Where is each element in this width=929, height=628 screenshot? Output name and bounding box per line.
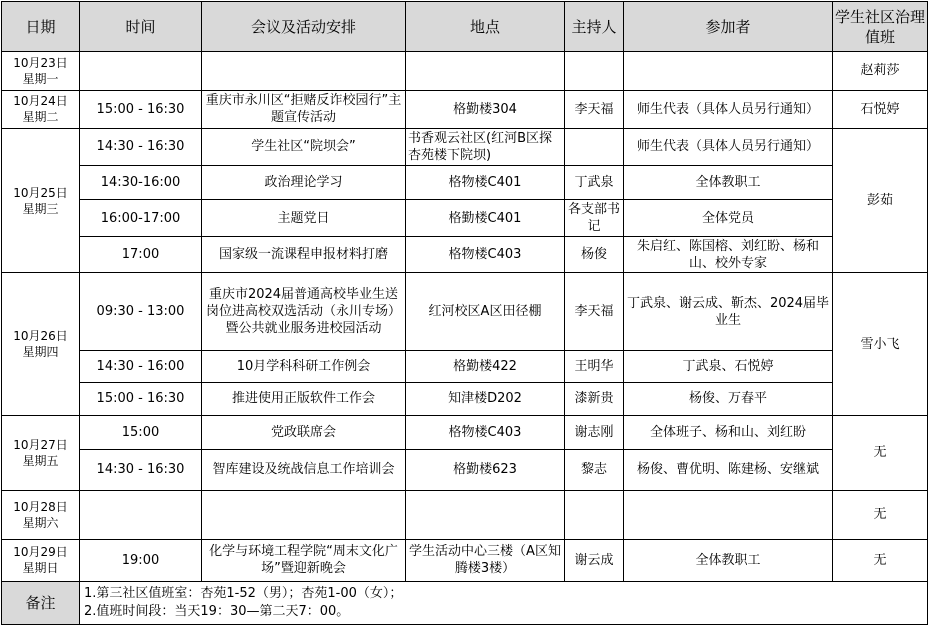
date-cell: 10月25日 星期三 [2, 129, 80, 273]
attendees-cell: 杨俊、曹优明、陈建杨、安继斌 [624, 450, 833, 491]
host-cell: 王明华 [565, 350, 624, 383]
place-cell [406, 490, 565, 539]
event-cell: 学生社区“院坝会” [202, 129, 406, 166]
schedule-table [1, 1, 928, 625]
duty-cell: 彭茹 [833, 129, 928, 273]
event-cell: 政治理论学习 [202, 165, 406, 200]
table-row [2, 52, 928, 91]
duty-cell: 无 [833, 490, 928, 539]
duty-cell: 石悦婷 [833, 90, 928, 129]
duty-cell: 赵莉莎 [833, 52, 928, 91]
date-cell: 10月23日 星期一 [2, 52, 80, 91]
time-cell: 14:30 - 16:30 [80, 450, 202, 491]
notes-content [80, 582, 928, 625]
header-event: 会议及活动安排 [202, 2, 406, 52]
place-cell [406, 52, 565, 91]
time-cell: 09:30 - 13:00 [80, 273, 202, 350]
time-cell [80, 490, 202, 539]
host-cell: 李天福 [565, 273, 624, 350]
time-cell: 15:00 - 16:30 [80, 90, 202, 129]
host-cell: 李天福 [565, 90, 624, 129]
table-row [2, 273, 928, 350]
place-cell: 格物楼C401 [406, 165, 565, 200]
host-cell: 漆新贵 [565, 383, 624, 416]
host-cell: 谢志刚 [565, 415, 624, 450]
event-cell: 10月学科科研工作例会 [202, 350, 406, 383]
time-cell: 19:00 [80, 539, 202, 582]
notes-label: 备注 [2, 582, 80, 625]
host-cell: 杨俊 [565, 236, 624, 273]
table-row [2, 165, 928, 200]
attendees-cell: 师生代表（具体人员另行通知） [624, 90, 833, 129]
event-cell: 国家级一流课程申报材料打磨 [202, 236, 406, 273]
table-row [2, 383, 928, 416]
attendees-cell: 全体教职工 [624, 539, 833, 582]
host-cell: 黎志 [565, 450, 624, 491]
host-cell: 丁武泉 [565, 165, 624, 200]
event-cell: 智库建设及统战信息工作培训会 [202, 450, 406, 491]
duty-cell: 无 [833, 415, 928, 490]
date-cell: 10月26日 星期四 [2, 273, 80, 415]
time-cell: 15:00 - 16:30 [80, 383, 202, 416]
notes-line-2: 2.值班时间段：当天19：30—第二天7：00。 [84, 604, 350, 620]
duty-cell: 雪小飞 [833, 273, 928, 415]
time-cell: 16:00-17:00 [80, 200, 202, 237]
attendees-cell [624, 52, 833, 91]
header-host: 主持人 [565, 2, 624, 52]
date-cell: 10月28日 星期六 [2, 490, 80, 539]
event-cell: 推进使用正版软件工作会 [202, 383, 406, 416]
date-cell: 10月24日 星期二 [2, 90, 80, 129]
event-cell [202, 52, 406, 91]
host-cell [565, 52, 624, 91]
event-cell [202, 490, 406, 539]
host-cell [565, 490, 624, 539]
event-cell: 党政联席会 [202, 415, 406, 450]
place-cell: 格勤楼623 [406, 450, 565, 491]
duty-cell: 无 [833, 539, 928, 582]
attendees-cell: 全体党员 [624, 200, 833, 237]
table-row [2, 200, 928, 237]
table-row [2, 129, 928, 166]
notes-row [2, 582, 928, 625]
attendees-cell: 丁武泉、石悦婷 [624, 350, 833, 383]
attendees-cell: 丁武泉、谢云成、靳杰、2024届毕业生 [624, 273, 833, 350]
attendees-cell: 朱启红、陈国榕、刘红盼、杨和山、校外专家 [624, 236, 833, 273]
time-cell [80, 52, 202, 91]
header-date: 日期 [2, 2, 80, 52]
header-time: 时间 [80, 2, 202, 52]
time-cell: 17:00 [80, 236, 202, 273]
date-cell: 10月27日 星期五 [2, 415, 80, 490]
host-cell: 各支部书记 [565, 200, 624, 237]
attendees-cell: 杨俊、万春平 [624, 383, 833, 416]
place-cell: 格物楼C403 [406, 236, 565, 273]
attendees-cell: 全体班子、杨和山、刘红盼 [624, 415, 833, 450]
place-cell: 红河校区A区田径棚 [406, 273, 565, 350]
date-cell: 10月29日 星期日 [2, 539, 80, 582]
header-duty: 学生社区治理值班 [833, 2, 928, 52]
place-cell: 格勤楼422 [406, 350, 565, 383]
table-row [2, 450, 928, 491]
place-cell: 格勤楼C401 [406, 200, 565, 237]
attendees-cell [624, 490, 833, 539]
place-cell: 格勤楼304 [406, 90, 565, 129]
time-cell: 14:30 - 16:00 [80, 350, 202, 383]
place-cell: 书香观云社区(红河B区探杏苑楼下院坝) [406, 129, 565, 166]
table-row [2, 415, 928, 450]
host-cell [565, 129, 624, 166]
event-cell: 重庆市永川区“拒赌反诈校园行”主题宣传活动 [202, 90, 406, 129]
event-cell: 重庆市2024届普通高校毕业生送岗位进高校双选活动（永川专场）暨公共就业服务进校园活动 [202, 273, 406, 350]
attendees-cell: 师生代表（具体人员另行通知） [624, 129, 833, 166]
place-cell: 知津楼D202 [406, 383, 565, 416]
event-cell: 主题党日 [202, 200, 406, 237]
place-cell: 格物楼C403 [406, 415, 565, 450]
header-place: 地点 [406, 2, 565, 52]
place-cell: 学生活动中心三楼（A区知腾楼3楼） [406, 539, 565, 582]
table-row [2, 90, 928, 129]
table-row [2, 350, 928, 383]
notes-line-1: 1.第三社区值班室：杏苑1-52（男）；杏苑1-00（女）； [84, 586, 403, 602]
table-row [2, 490, 928, 539]
time-cell: 14:30-16:00 [80, 165, 202, 200]
attendees-cell: 全体教职工 [624, 165, 833, 200]
time-cell: 14:30 - 16:30 [80, 129, 202, 166]
event-cell: 化学与环境工程学院“周末文化广场”暨迎新晚会 [202, 539, 406, 582]
table-row [2, 539, 928, 582]
header-attendees: 参加者 [624, 2, 833, 52]
time-cell: 15:00 [80, 415, 202, 450]
host-cell: 谢云成 [565, 539, 624, 582]
header-row [2, 2, 928, 52]
table-row [2, 236, 928, 273]
